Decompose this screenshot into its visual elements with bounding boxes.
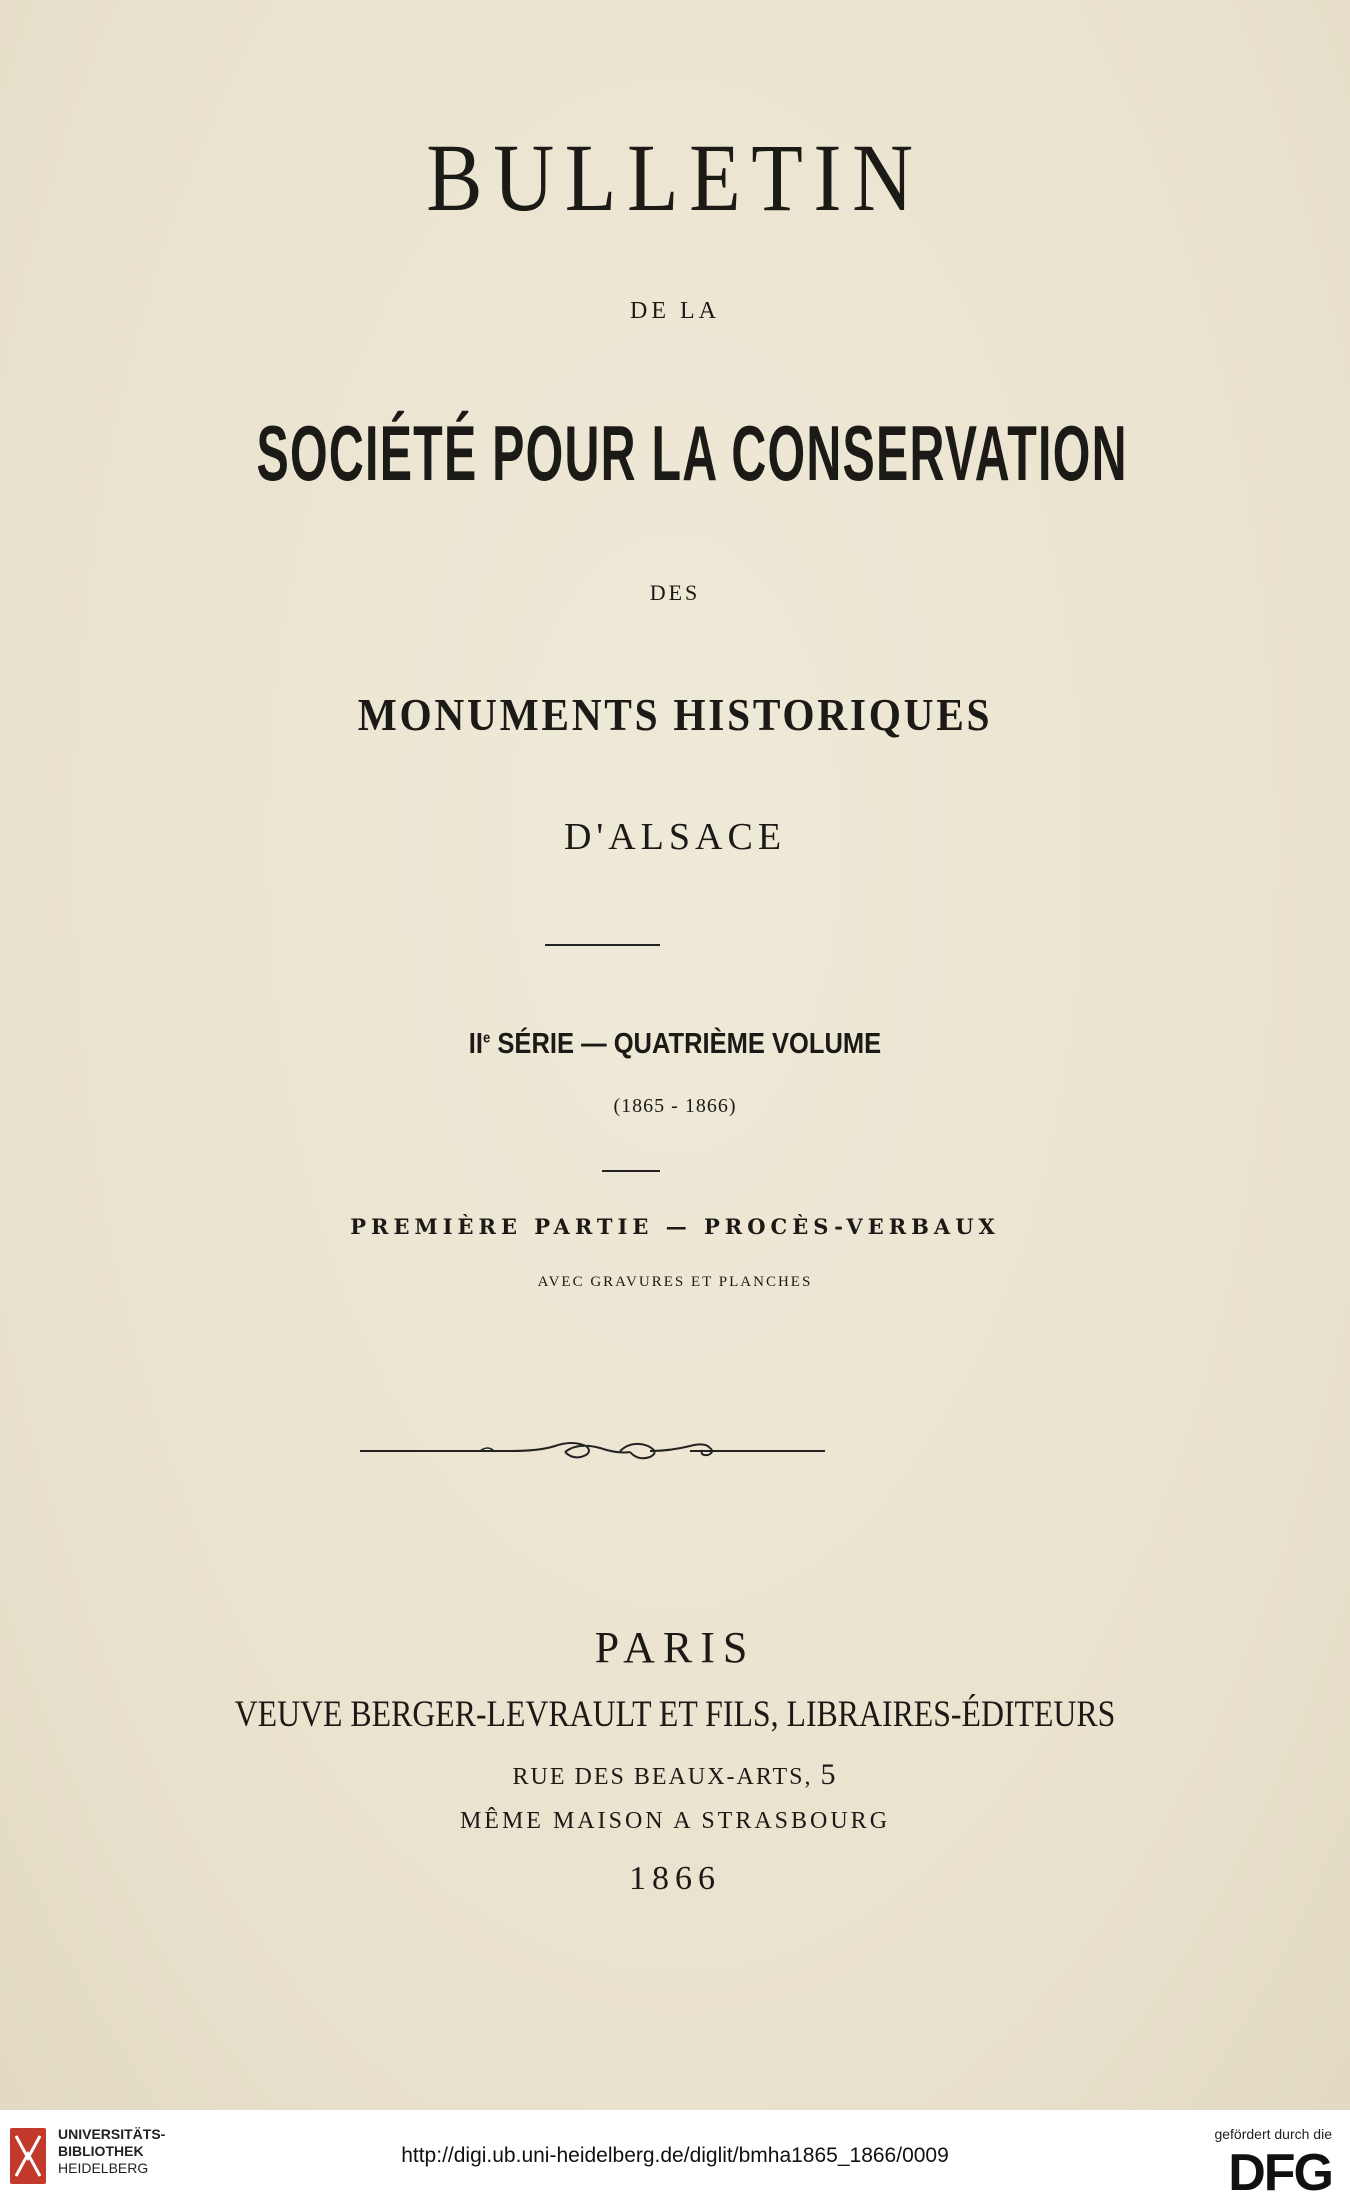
society-name: SOCIÉTÉ POUR LA CONSERVATION xyxy=(256,409,1128,497)
series-superscript: e xyxy=(482,1029,491,1047)
series-volume xyxy=(81,1028,1269,1061)
volume-years: (1865 - 1866) xyxy=(613,1095,737,1117)
imprint-publisher: VEUVE BERGER-LEVRAULT ET FILS, LIBRAIRES-ÉDITEURS xyxy=(234,1694,1116,1735)
divider-rule-short xyxy=(602,1170,660,1172)
series-text: SÉRIE — QUATRIÈME VOLUME xyxy=(490,1028,882,1060)
imprint-year: 1866 xyxy=(629,1860,721,1897)
imprint-address xyxy=(0,1758,1350,1792)
series-roman: II xyxy=(468,1028,483,1060)
ornament-divider-icon xyxy=(360,1434,825,1468)
funding-caption: gefördert durch die xyxy=(1214,2126,1332,2142)
illustrations-note: AVEC GRAVURES ET PLANCHES xyxy=(537,1274,813,1290)
imprint-city: PARIS xyxy=(594,1623,756,1672)
uni-name-line1: UNIVERSITÄTS- xyxy=(58,2126,166,2142)
monuments-heading: MONUMENTS HISTORIQUES xyxy=(357,689,993,740)
divider-rule xyxy=(545,944,660,946)
title-connector-des: DES xyxy=(649,580,701,605)
uni-name-line2: BIBLIOTHEK xyxy=(58,2143,144,2159)
part-heading: PREMIÈRE PARTIE — PROCÈS-VERBAUX xyxy=(350,1214,1000,1239)
permalink-url[interactable]: http://digi.ub.uni-heidelberg.de/diglit/bmha1865_1866/0009 xyxy=(401,2144,949,2167)
page-title: BULLETIN xyxy=(426,124,924,231)
title-connector-de-la: DE LA xyxy=(630,298,720,324)
imprint-branch: MÊME MAISON A STRASBOURG xyxy=(459,1808,891,1834)
uni-name-line3: HEIDELBERG xyxy=(58,2160,149,2176)
imprint-address-number: 5 xyxy=(820,1758,838,1791)
region-heading: D'ALSACE xyxy=(563,816,787,858)
imprint-address-street: RUE DES BEAUX-ARTS, xyxy=(512,1764,813,1790)
dfg-logo-icon: DFG xyxy=(1228,2144,1332,2202)
